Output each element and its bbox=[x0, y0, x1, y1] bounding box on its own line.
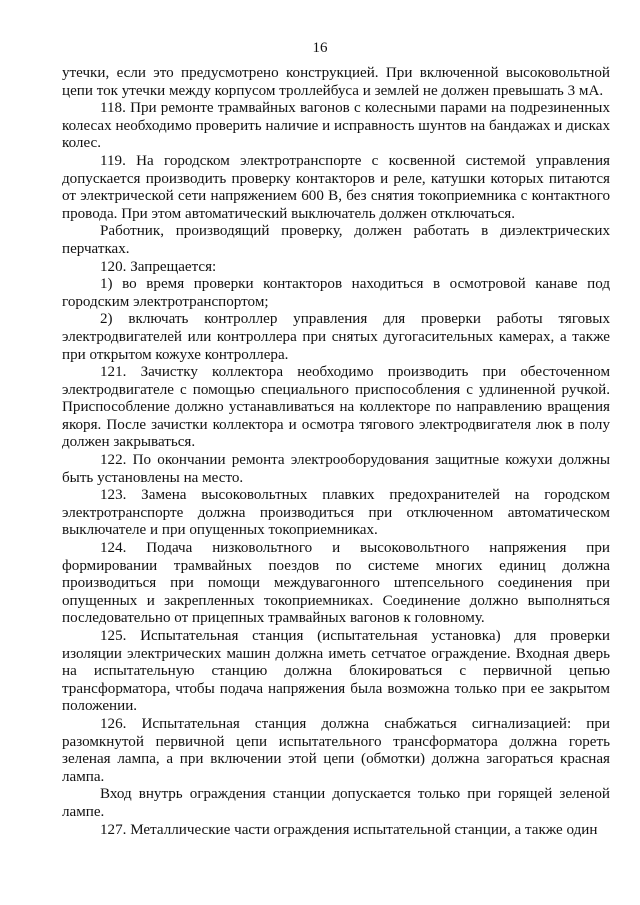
paragraph-123: 123. Замена высоковольтных плавких предохранителей на городском электротранспорте должна производиться при отключенном автоматическом выключателе и при опущенных токоприемниках. bbox=[62, 487, 610, 539]
paragraph-124: 124. Подача низковольтного и высоковольтного напряжения при формировании трамвайных поездов по системе многих единиц должна производиться при помощи междувагонного штепсельного соединения при опущенных и закрепленных токоприемниках. Соединение должно выполняться последовательно от прицепных трамвайных вагонов к головному. bbox=[62, 540, 610, 627]
paragraph-126: 126. Испытательная станция должна снабжаться сигнализацией: при разомкнутой первичной цепи испытательного трансформатора должна гореть зеленая лампа, а при включении этой цепи (обмотки) должна загораться красная лампа. bbox=[62, 715, 610, 785]
paragraph-122: 122. По окончании ремонта электрооборудования защитные кожухи должны быть установлены на место. bbox=[62, 452, 610, 486]
page-number: 16 bbox=[312, 40, 328, 56]
paragraph-119: 119. На городском электротранспорте с косвенной системой управления допускается производить проверку контакторов и реле, катушки которых питаются от электрической сети напряжением 600 В, без снятия токоприемника с контактного провода. При этом автоматический выключатель должен отключаться. bbox=[62, 152, 610, 222]
paragraph-125: 125. Испытательная станция (испытательная установка) для проверки изоляции электрических машин должна иметь сетчатое ограждение. Входная дверь на испытательную станцию должна блокироваться с первичной цепью трансформатора, чтобы подача напряжения была возможна только при ее закрытом положении. bbox=[62, 628, 610, 715]
paragraph-126-entry: Вход внутрь ограждения станции допускается только при горящей зеленой лампе. bbox=[62, 786, 610, 820]
paragraph-127: 127. Металлические части ограждения испытательной станции, а также один bbox=[100, 821, 598, 838]
paragraph-120: 120. Запрещается: bbox=[100, 258, 217, 275]
paragraph-120-item-1: 1) во время проверки контакторов находиться в осмотровой канаве под городским электротранспортом; bbox=[62, 276, 610, 310]
paragraph-121: 121. Зачистку коллектора необходимо производить при обесточенном электродвигателе с помощью специального приспособления с удлиненной ручкой. Приспособление должно устанавливаться на коллекторе по направлению вращения якоря. После зачистки коллектора и осмотра тягового электродвигателя люк в полу должен закрываться. bbox=[62, 364, 610, 451]
body-text bbox=[62, 65, 610, 839]
paragraph-120-item-2: 2) включать контроллер управления для проверки работы тяговых электродвигателей или контроллера при снятых дугогасительных камерах, а также при открытом кожухе контроллера. bbox=[62, 311, 610, 363]
paragraph-continuation: утечки, если это предусмотрено конструкцией. При включенной высоковольтной цепи ток утечки между корпусом троллейбуса и землей не должен превышать 3 мА. bbox=[62, 65, 610, 99]
paragraph-118: 118. При ремонте трамвайных вагонов с колесными парами на подрезиненных колесах необходимо проверить наличие и исправность шунтов на бандажах и дисках колес. bbox=[62, 100, 610, 152]
paragraph-119-worker: Работник, производящий проверку, должен работать в диэлектрических перчатках. bbox=[62, 223, 610, 257]
